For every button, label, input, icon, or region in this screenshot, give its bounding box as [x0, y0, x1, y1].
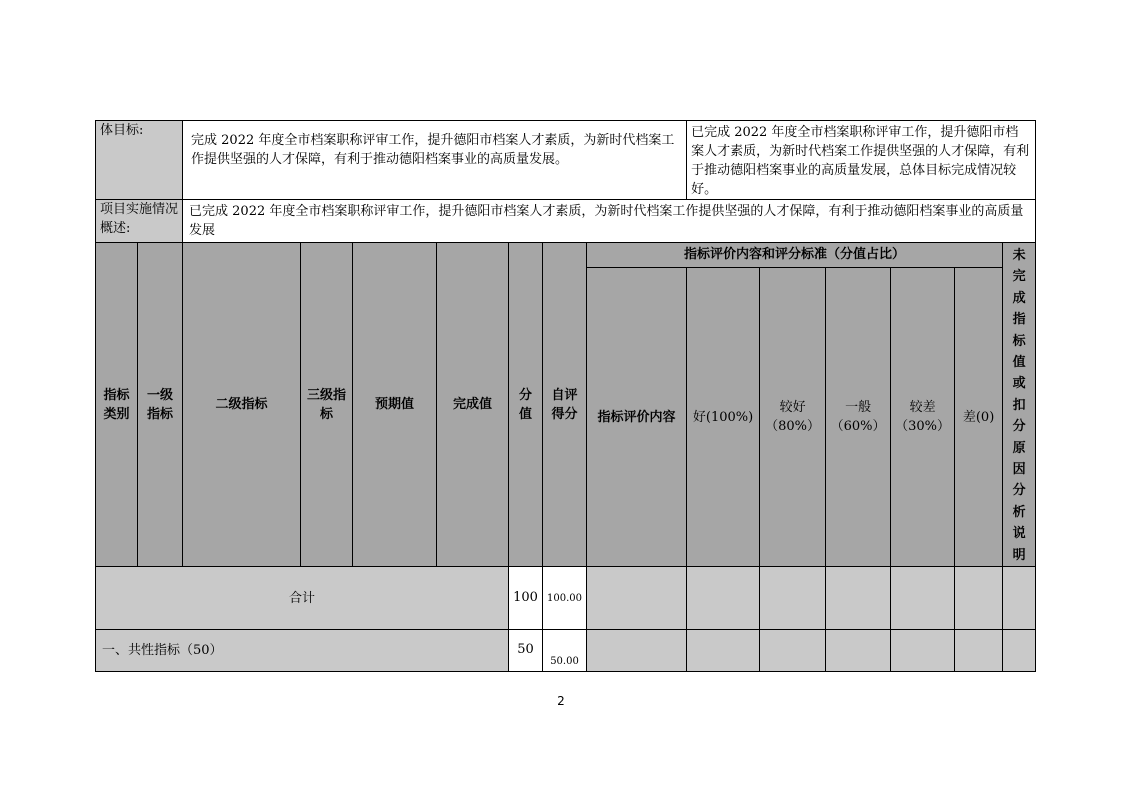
header-category: 指标类别 — [96, 243, 138, 567]
total-cell-poor — [891, 567, 955, 630]
common-cell-notes — [1003, 630, 1036, 672]
common-cell-poor — [891, 630, 955, 672]
total-cell-average — [826, 567, 891, 630]
common-self-score: 50.00 — [543, 630, 587, 672]
header-expected: 预期值 — [353, 243, 437, 567]
header-poor — [891, 267, 955, 566]
total-self-score: 100.00 — [543, 567, 587, 630]
common-cell-good — [687, 630, 760, 672]
header-self-score: 自评得分 — [543, 243, 587, 567]
header-poor-pct: （30%） — [895, 419, 951, 434]
header-score: 分值 — [509, 243, 543, 567]
total-cell-fair-good — [760, 567, 826, 630]
header-completed: 完成值 — [437, 243, 509, 567]
header-row-1 — [96, 243, 1036, 268]
target-label: 体目标: — [96, 121, 183, 200]
header-average — [826, 267, 891, 566]
common-cell-bad — [955, 630, 1003, 672]
header-notes — [1003, 243, 1036, 567]
header-fair-good-name: 较好 — [779, 400, 806, 415]
overview-row — [96, 200, 1036, 243]
common-score: 50 — [509, 630, 543, 672]
header-good: 好(100%) — [687, 267, 760, 566]
header-poor-name: 较差 — [909, 400, 936, 415]
page-number: 2 — [557, 694, 565, 708]
header-fair-good-pct: （80%） — [765, 419, 821, 434]
header-bad: 差(0) — [955, 267, 1003, 566]
common-cell-average — [826, 630, 891, 672]
overview-text: 已完成 2022 年度全市档案职称评审工作，提升德阳市档案人才素质，为新时代档案工作提供坚强的人才保障，有利于推动德阳档案事业的高质量发展 — [183, 200, 1036, 243]
total-score: 100 — [509, 567, 543, 630]
overview-label: 项目实施情况概述: — [96, 200, 183, 243]
header-criteria-content: 指标评价内容 — [587, 267, 687, 566]
total-cell-notes — [1003, 567, 1036, 630]
header-level2: 二级指标 — [183, 243, 301, 567]
evaluation-table — [95, 120, 1036, 672]
header-notes-text: 未完成指标值或扣分原因分析说明 — [1012, 248, 1026, 563]
common-cell-fair-good — [760, 630, 826, 672]
total-row — [96, 567, 1036, 630]
total-label: 合计 — [96, 567, 509, 630]
header-average-name: 一般 — [845, 400, 872, 415]
total-cell-bad — [955, 567, 1003, 630]
target-actual-text: 已完成 2022 年度全市档案职称评审工作，提升德阳市档案人才素质，为新时代档案工作提供坚强的人才保障，有利于推动德阳档案事业的高质量发展，总体目标完成情况较好。 — [687, 121, 1036, 200]
total-cell-criteria — [587, 567, 687, 630]
header-level3: 三级指标 — [301, 243, 353, 567]
target-planned-text: 完成 2022 年度全市档案职称评审工作，提升德阳市档案人才素质，为新时代档案工作提供坚强的人才保障，有利于推动德阳档案事业的高质量发展。 — [183, 121, 687, 200]
header-average-pct: （60%） — [830, 419, 886, 434]
total-cell-good — [687, 567, 760, 630]
header-level1: 一级指标 — [138, 243, 183, 567]
header-fair-good — [760, 267, 826, 566]
header-criteria-group: 指标评价内容和评分标准（分值占比） — [587, 243, 1003, 268]
common-label: 一、共性指标（50） — [96, 630, 509, 672]
target-row — [96, 121, 1036, 200]
common-cell-criteria — [587, 630, 687, 672]
common-row — [96, 630, 1036, 672]
